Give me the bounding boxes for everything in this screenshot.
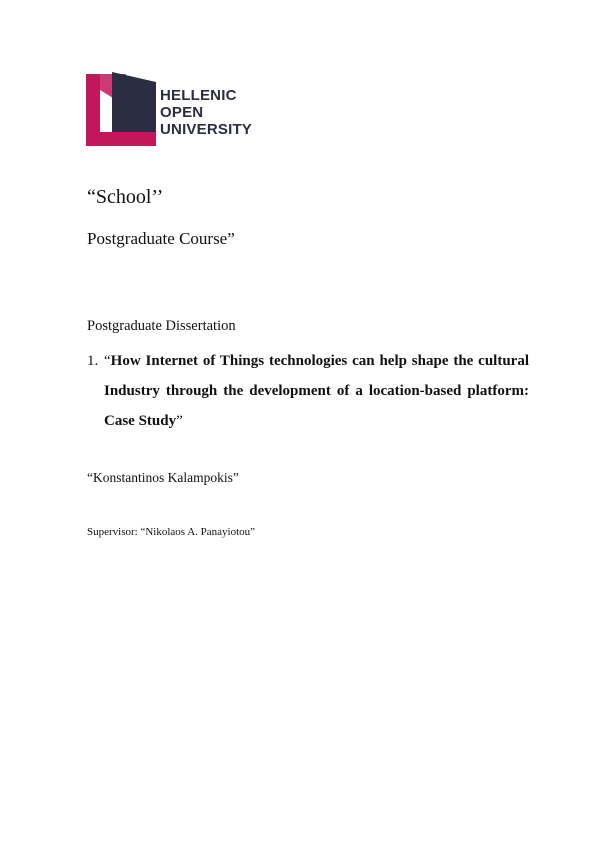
dissertation-label: Postgraduate Dissertation bbox=[87, 318, 236, 334]
close-quote: ” bbox=[176, 413, 183, 429]
logo-wordmark bbox=[160, 87, 252, 138]
logo-line-1: HELLENIC bbox=[160, 87, 237, 104]
university-logo bbox=[86, 72, 256, 146]
thesis-title bbox=[104, 346, 529, 436]
supervisor-name: Supervisor: “Nikolaos A. Panayiotou” bbox=[87, 526, 256, 538]
thesis-title-text: How Internet of Things technologies can help shape the cultural Industry through the development of a location-based platform: Case Study bbox=[104, 353, 529, 429]
school-name: “School’’ bbox=[87, 186, 164, 208]
logo-line-2: OPEN bbox=[160, 104, 204, 121]
thesis-title-block bbox=[87, 346, 529, 436]
author-name: “Konstantinos Kalampokis” bbox=[87, 470, 239, 485]
open-quote: “ bbox=[104, 353, 111, 369]
course-name: Postgraduate Course” bbox=[87, 229, 235, 248]
list-number: 1. bbox=[87, 353, 99, 369]
logo-line-3: UNIVERSITY bbox=[160, 121, 253, 138]
hou-logo-mark-icon bbox=[86, 72, 156, 146]
